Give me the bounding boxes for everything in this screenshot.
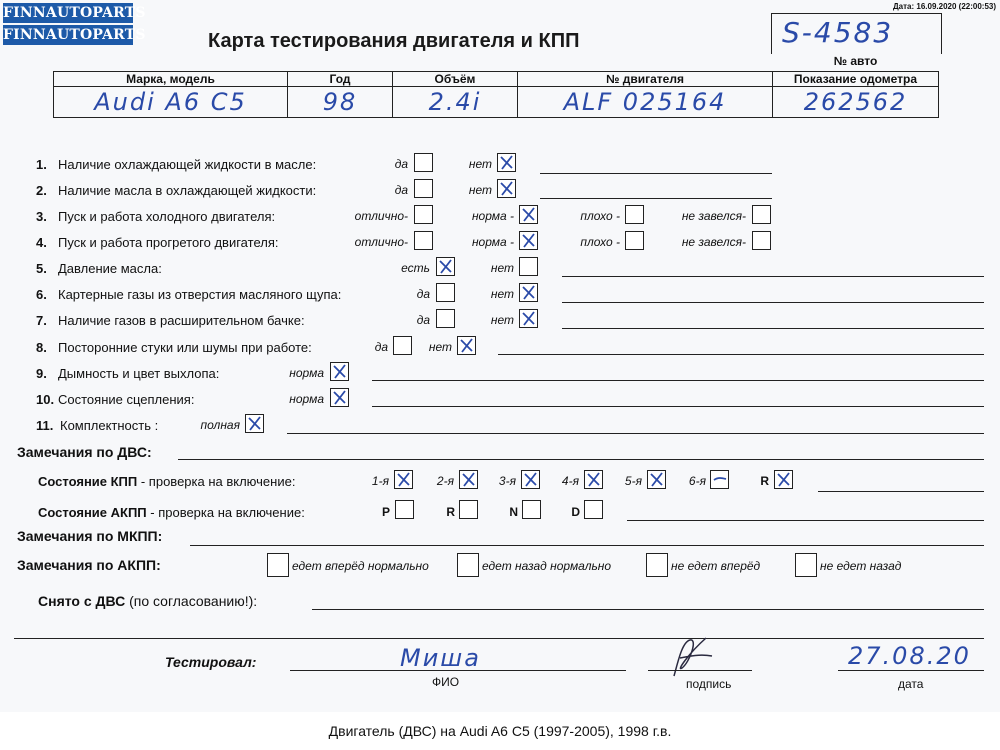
- akpp-forward-ok-checkbox[interactable]: [267, 553, 289, 577]
- gear-label: N: [509, 505, 518, 519]
- cross-mark-icon: [461, 472, 476, 487]
- akpp-label-rest: - проверка на включение:: [146, 505, 305, 520]
- option-label: отлично-: [354, 209, 408, 223]
- option-label: нет: [468, 157, 492, 171]
- akpp-p-checkbox[interactable]: [395, 500, 414, 519]
- cross-mark-icon: [247, 416, 262, 431]
- gear-label: 3-я: [498, 474, 516, 488]
- check-number: 9.: [36, 366, 47, 381]
- checkbox-8-yes[interactable]: [393, 336, 412, 355]
- notes-line: [372, 406, 984, 407]
- checkbox-4-normal[interactable]: [519, 231, 538, 250]
- kpp-label-bold: Состояние КПП: [38, 474, 138, 489]
- checkbox-3-bad[interactable]: [625, 205, 644, 224]
- notes-line: [540, 198, 772, 199]
- cross-mark-icon: [459, 338, 474, 353]
- value-engine-number: ALF 025164: [518, 87, 773, 118]
- check-number: 1.: [36, 157, 47, 172]
- cross-mark-icon: [649, 472, 664, 487]
- option-label: да: [394, 157, 408, 171]
- cross-mark-icon: [332, 364, 347, 379]
- akpp-reverse-ok-checkbox[interactable]: [457, 553, 479, 577]
- header-odometer: Показание одометра: [773, 72, 939, 87]
- checkbox-11-complete[interactable]: [245, 414, 264, 433]
- fio-label: ФИО: [432, 675, 460, 689]
- cross-mark-icon: [586, 472, 601, 487]
- checkbox-3-not-started[interactable]: [752, 205, 771, 224]
- check-question: Комплектность :: [60, 418, 159, 433]
- notes-line: [540, 173, 772, 174]
- notes-line: [287, 433, 984, 434]
- option-label: норма: [289, 392, 324, 406]
- header-volume: Объём: [393, 72, 518, 87]
- check-number: 8.: [36, 340, 47, 355]
- option-label: плохо -: [580, 235, 620, 249]
- option-label: не завелся-: [681, 209, 746, 223]
- akpp-r-checkbox[interactable]: [459, 500, 478, 519]
- cross-mark-icon: [521, 207, 536, 222]
- checkbox-2-yes[interactable]: [414, 179, 433, 198]
- option-label: да: [374, 340, 388, 354]
- header-model: Марка, модель: [54, 72, 288, 87]
- option-label: норма -: [471, 209, 514, 223]
- gear-r-checkbox[interactable]: [774, 470, 793, 489]
- cross-mark-icon: [521, 233, 536, 248]
- dash-mark-icon: [712, 472, 727, 487]
- cross-mark-icon: [521, 311, 536, 326]
- gear-5-checkbox[interactable]: [647, 470, 666, 489]
- checkbox-10-normal[interactable]: [330, 388, 349, 407]
- value-volume: 2.4i: [393, 87, 518, 118]
- notes-line: [562, 302, 984, 303]
- check-number: 7.: [36, 313, 47, 328]
- akpp-label-bold: Состояние АКПП: [38, 505, 147, 520]
- brand-logo-top: FINNAUTOPARTS: [3, 5, 146, 21]
- gear-label: D: [571, 505, 580, 519]
- option-label: нет: [490, 261, 514, 275]
- car-number-label: № авто: [833, 54, 878, 68]
- gear-6-checkbox[interactable]: [710, 470, 729, 489]
- option-label: есть: [401, 261, 430, 275]
- check-question: Наличие охлаждающей жидкости в масле:: [58, 157, 317, 172]
- option-label: не едет вперёд: [671, 559, 761, 573]
- check-question: Пуск и работа холодного двигателя:: [58, 209, 276, 224]
- option-label: не едет назад: [820, 559, 902, 573]
- akpp-notes-line: [627, 520, 984, 521]
- option-label: не завелся-: [681, 235, 746, 249]
- option-label: да: [416, 287, 430, 301]
- checkbox-6-no[interactable]: [519, 283, 538, 302]
- page-title: Карта тестирования двигателя и КПП: [208, 30, 580, 52]
- car-number-box: [771, 13, 942, 54]
- header-engine-number: № двигателя: [518, 72, 773, 87]
- check-question: Давление масла:: [58, 261, 162, 276]
- mkpp-remarks-line: [190, 545, 984, 546]
- kpp-notes-line: [818, 491, 984, 492]
- notes-line: [498, 354, 984, 355]
- option-label: нет: [490, 287, 514, 301]
- option-label: едет вперёд нормально: [292, 559, 429, 573]
- header-year: Год: [288, 72, 393, 87]
- signature-label: подпись: [686, 677, 732, 691]
- check-number: 6.: [36, 287, 47, 302]
- mkpp-remarks-label: Замечания по МКПП:: [17, 528, 163, 544]
- signature-mark: [660, 632, 720, 682]
- gear-label: 1-я: [371, 474, 389, 488]
- cross-mark-icon: [332, 390, 347, 405]
- tester-name-handwritten: Миша: [400, 644, 481, 672]
- gear-3-checkbox[interactable]: [521, 470, 540, 489]
- cross-mark-icon: [396, 472, 411, 487]
- option-label: да: [394, 183, 408, 197]
- tested-by-label: Тестировал:: [165, 654, 257, 670]
- brand-logo-bottom: FINNAUTOPARTS: [3, 27, 146, 43]
- car-number-handwritten: S-4583: [782, 16, 894, 49]
- check-number: 5.: [36, 261, 47, 276]
- gear-label: 5-я: [624, 474, 642, 488]
- check-question: Наличие масла в охлаждающей жидкости:: [58, 183, 317, 198]
- gear-4-checkbox[interactable]: [584, 470, 603, 489]
- gear-label: R: [760, 474, 769, 488]
- option-label: полная: [200, 418, 240, 432]
- option-label: отлично-: [354, 235, 408, 249]
- check-question: Состояние сцепления:: [58, 392, 195, 407]
- removed-label: [38, 593, 257, 609]
- check-number: 2.: [36, 183, 47, 198]
- check-question: Дымность и цвет выхлопа:: [58, 366, 220, 381]
- checkbox-2-no[interactable]: [497, 179, 516, 198]
- dvs-remarks-label: Замечания по ДВС:: [17, 444, 152, 460]
- removed-label-bold: Снято с ДВС: [38, 593, 126, 609]
- notes-line: [562, 276, 984, 277]
- akpp-n-checkbox[interactable]: [522, 500, 541, 519]
- date-stamp: Дата: 16.09.2020 (22:00:53): [892, 2, 996, 11]
- option-label: норма -: [471, 235, 514, 249]
- removed-line-2: [14, 638, 984, 639]
- date-handwritten: 27.08.20: [848, 642, 971, 670]
- checkbox-7-yes[interactable]: [436, 309, 455, 328]
- checkbox-4-bad[interactable]: [625, 231, 644, 250]
- check-number: 10.: [36, 392, 55, 407]
- option-label: нет: [428, 340, 452, 354]
- gear-1-checkbox[interactable]: [394, 470, 413, 489]
- check-question: Наличие газов в расширительном бачке:: [58, 313, 305, 328]
- check-number: 11.: [36, 418, 54, 433]
- checkbox-1-no[interactable]: [497, 153, 516, 172]
- akpp-d-checkbox[interactable]: [584, 500, 603, 519]
- option-label: плохо -: [580, 209, 620, 223]
- checkbox-6-yes[interactable]: [436, 283, 455, 302]
- gear-2-checkbox[interactable]: [459, 470, 478, 489]
- value-model: Audi A6 C5: [54, 87, 288, 118]
- akpp-no-reverse-checkbox[interactable]: [795, 553, 817, 577]
- cross-mark-icon: [438, 259, 453, 274]
- fio-line: [290, 670, 626, 671]
- cross-mark-icon: [499, 155, 514, 170]
- kpp-label-rest: - проверка на включение:: [137, 474, 296, 489]
- akpp-label: [38, 505, 305, 520]
- vehicle-info-table: [53, 71, 939, 118]
- notes-line: [562, 328, 984, 329]
- removed-label-rest: (по согласованию!):: [125, 593, 258, 609]
- checkbox-8-no[interactable]: [457, 336, 476, 355]
- akpp-no-forward-checkbox[interactable]: [646, 553, 668, 577]
- cross-mark-icon: [523, 472, 538, 487]
- checkbox-7-no[interactable]: [519, 309, 538, 328]
- cross-mark-icon: [521, 285, 536, 300]
- image-caption: Двигатель (ДВС) на Audi A6 C5 (1997-2005), 1998 г.в.: [0, 712, 1000, 750]
- cross-mark-icon: [499, 181, 514, 196]
- checkbox-9-normal[interactable]: [330, 362, 349, 381]
- checkbox-5-yes[interactable]: [436, 257, 455, 276]
- gear-label: P: [381, 505, 390, 519]
- gear-label: 4-я: [561, 474, 579, 488]
- check-number: 3.: [36, 209, 47, 224]
- gear-label: 2-я: [436, 474, 454, 488]
- date-label: дата: [898, 677, 924, 691]
- option-label: нет: [468, 183, 492, 197]
- option-label: нет: [490, 313, 514, 327]
- check-number: 4.: [36, 235, 47, 250]
- value-odometer: 262562: [773, 87, 939, 118]
- kpp-label: [38, 474, 295, 489]
- option-label: едет назад нормально: [482, 559, 612, 573]
- checkbox-3-normal[interactable]: [519, 205, 538, 224]
- checkbox-3-excellent[interactable]: [414, 205, 433, 224]
- signature-line: [648, 670, 752, 671]
- cross-mark-icon: [776, 472, 791, 487]
- check-question: Посторонние стуки или шумы при работе:: [58, 340, 312, 355]
- option-label: норма: [289, 366, 324, 380]
- date-line: [838, 670, 984, 671]
- check-question: Картерные газы из отверстия масляного щупа:: [58, 287, 342, 302]
- checkbox-1-yes[interactable]: [414, 153, 433, 172]
- removed-line: [312, 609, 984, 610]
- value-year: 98: [288, 87, 393, 118]
- dvs-remarks-line: [178, 459, 984, 460]
- gear-label: 6-я: [688, 474, 706, 488]
- checkbox-4-not-started[interactable]: [752, 231, 771, 250]
- checkbox-5-no[interactable]: [519, 257, 538, 276]
- check-question: Пуск и работа прогретого двигателя:: [58, 235, 279, 250]
- gear-label: R: [446, 505, 455, 519]
- option-label: да: [416, 313, 430, 327]
- akpp-remarks-label: Замечания по АКПП:: [17, 557, 161, 573]
- checkbox-4-excellent[interactable]: [414, 231, 433, 250]
- notes-line: [372, 380, 984, 381]
